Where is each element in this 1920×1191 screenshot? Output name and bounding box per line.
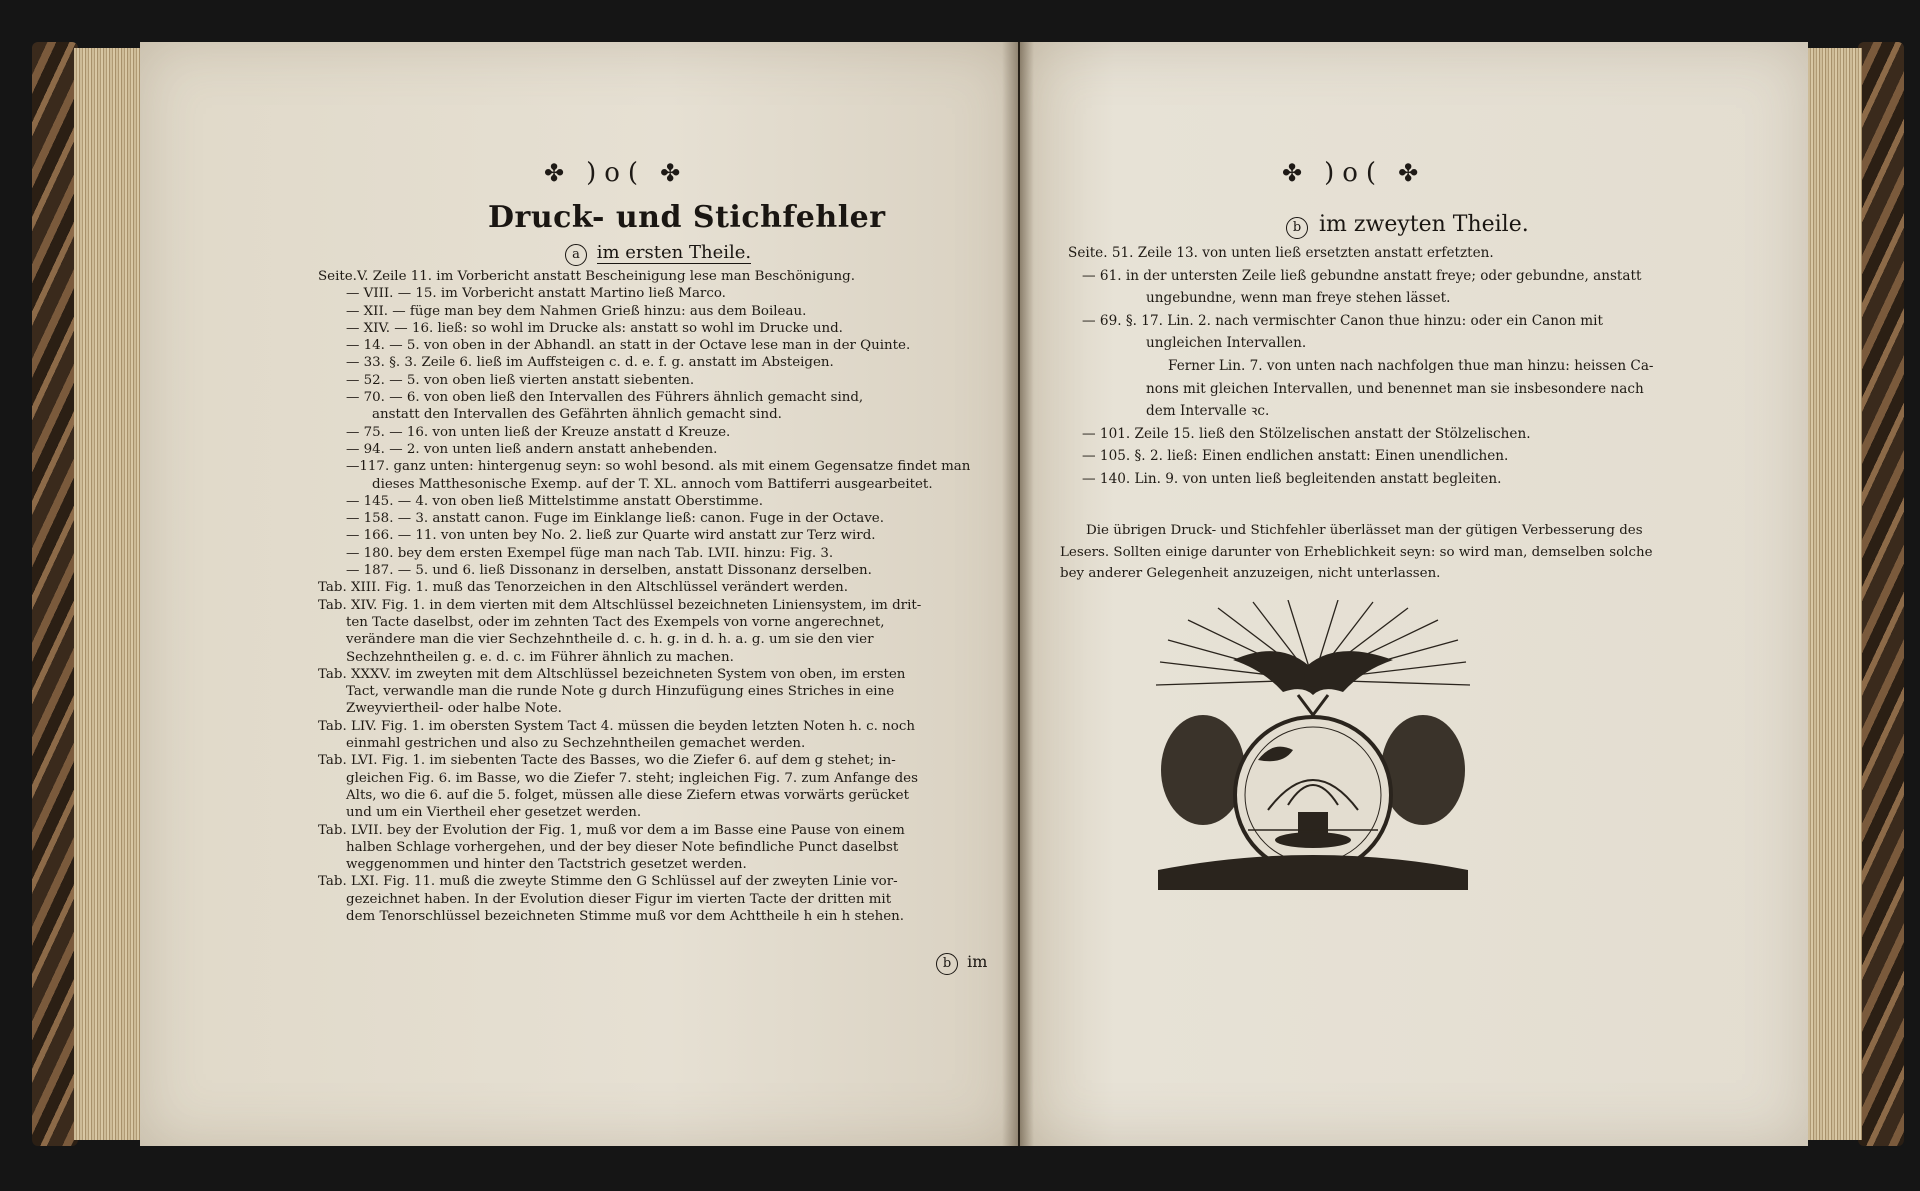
- section-mark: a: [565, 244, 587, 266]
- errata-line: — 166. — 11. von unten bey No. 2. ließ zur Quarte wird anstatt zur Terz wird.: [346, 528, 876, 544]
- paragraph-line: bey anderer Gelegenheit anzuzeigen, nicht unterlassen.: [1060, 566, 1441, 581]
- errata-line: Tab. LXI. Fig. 11. muß die zweyte Stimme den G Schlüssel auf der zweyten Linie vor-: [318, 874, 898, 890]
- errata-line: — 14. — 5. von oben in der Abhandl. an statt in der Octave lese man in der Quinte.: [346, 338, 911, 354]
- errata-line: — 187. — 5. und 6. ließ Dissonanz in derselben, anstatt Dissonanz derselben.: [346, 563, 872, 579]
- errata-line: gezeichnet haben. In der Evolution dieser Figur im vierten Tacte der dritten mit: [346, 891, 892, 907]
- book-cover-right: [1858, 42, 1904, 1146]
- errata-line: Tab. LVI. Fig. 1. im siebenten Tacte des Basses, wo die Ziefer 6. auf dem g stehet; in-: [318, 753, 896, 769]
- ornament-center: )o(: [586, 158, 647, 188]
- page-title: Druck- und Stichfehler: [488, 200, 886, 235]
- errata-line: — 75. — 16. von unten ließ der Kreuze anstatt d Kreuze.: [346, 424, 731, 440]
- errata-line: halben Schlage vorhergehen, und der bey dieser Note befindliche Punct daselbst: [346, 839, 899, 855]
- flower-ornament-icon: ✤: [544, 159, 573, 187]
- section-heading: [1286, 212, 1529, 239]
- header-ornament: [1282, 158, 1426, 188]
- right-page: [1020, 42, 1808, 1146]
- errata-line: anstatt den Intervallen des Gefährten ähnlich gemacht sind.: [372, 407, 782, 423]
- section-heading-text: im zweyten Theile.: [1319, 212, 1529, 237]
- errata-line: — 180. bey dem ersten Exempel füge man nach Tab. LVII. hinzu: Fig. 3.: [346, 545, 834, 561]
- catchword: [936, 952, 987, 975]
- errata-line: Ferner Lin. 7. von unten nach nachfolgen thue man hinzu: heissen Ca-: [1168, 357, 1654, 374]
- paragraph-line: Lesers. Sollten einige darunter von Erheblichkeit seyn: so wird man, demselben solche: [1060, 544, 1653, 560]
- eagle-fountain-vignette-icon: [1148, 600, 1478, 900]
- errata-line: einmahl gestrichen und also zu Sechzehntheilen gemachet werden.: [346, 736, 806, 752]
- errata-line: Seite. 51. Zeile 13. von unten ließ ersetzten anstatt erfetzten.: [1068, 245, 1494, 261]
- errata-line: — 33. §. 3. Zeile 6. ließ im Auffsteigen c. d. e. f. g. anstatt im Absteigen.: [346, 355, 834, 371]
- book-gutter: [1002, 42, 1034, 1146]
- errata-line: Seite.V. Zeile 11. im Vorbericht anstatt Bescheinigung lese man Beschönigung.: [318, 269, 855, 284]
- flower-ornament-icon: ✤: [1398, 159, 1427, 187]
- errata-line: dem Intervalle ꝛc.: [1146, 403, 1270, 420]
- catchword-text: im: [967, 952, 988, 971]
- errata-line: — XII. — füge man bey dem Nahmen Grieß hinzu: aus dem Boileau.: [346, 303, 807, 319]
- errata-line: — 101. Zeile 15. ließ den Stölzelischen anstatt der Stölzelischen.: [1082, 425, 1531, 442]
- errata-line: dem Tenorschlüssel bezeichneten Stimme muß vor dem Achttheile h ein h stehen.: [346, 908, 905, 924]
- errata-line: — 70. — 6. von oben ließ den Intervallen des Führers ähnlich gemacht sind,: [346, 390, 864, 406]
- errata-list-second-part: [1068, 242, 1654, 491]
- errata-line: nons mit gleichen Intervallen, und benennet man sie insbesondere nach: [1146, 380, 1644, 397]
- errata-line: — 52. — 5. von oben ließ vierten anstatt siebenten.: [346, 372, 695, 388]
- errata-line: ungleichen Intervallen.: [1146, 335, 1307, 352]
- errata-line: — 105. §. 2. ließ: Einen endlichen anstatt: Einen unendlichen.: [1082, 448, 1509, 465]
- errata-line: gleichen Fig. 6. im Basse, wo die Ziefer 7. steht; ingleichen Fig. 7. zum Anfange des: [346, 770, 918, 786]
- errata-line: — 61. in der untersten Zeile ließ gebundne anstatt freye; oder gebundne, anstatt: [1082, 267, 1642, 284]
- errata-line: Tab. XIII. Fig. 1. muß das Tenorzeichen in den Altschlüssel verändert werden.: [318, 580, 849, 596]
- left-page: [140, 42, 1018, 1146]
- errata-line: —117. ganz unten: hintergenug seyn: so wohl besond. als mit einem Gegensatze findet man: [346, 459, 971, 475]
- catchword-mark: b: [936, 953, 958, 975]
- errata-line: — VIII. — 15. im Vorbericht anstatt Martino ließ Marco.: [346, 286, 726, 302]
- flower-ornament-icon: ✤: [1282, 159, 1311, 187]
- section-mark: b: [1286, 217, 1308, 239]
- section-heading: [565, 242, 751, 266]
- flower-ornament-icon: ✤: [660, 159, 689, 187]
- errata-line: Tab. XXXV. im zweyten mit dem Altschlüssel bezeichneten System von oben, im ersten: [318, 666, 906, 682]
- errata-line: Tab. LVII. bey der Evolution der Fig. 1, muß vor dem a im Basse eine Pause von einem: [318, 822, 905, 838]
- errata-line: — XIV. — 16. ließ: so wohl im Drucke als: anstatt so wohl im Drucke und.: [346, 320, 843, 336]
- header-ornament: [544, 158, 688, 188]
- errata-line: ungebundne, wenn man freye stehen lässet.: [1146, 290, 1451, 307]
- open-book: [32, 34, 1904, 1154]
- errata-line: Zweyviertheil- oder halbe Note.: [346, 701, 562, 717]
- errata-line: Tact, verwandle man die runde Note g durch Hinzufügung eines Striches in eine: [346, 684, 895, 700]
- errata-line: verändere man die vier Sechzehntheile d. c. h. g. in d. h. a. g. um sie den vier: [346, 632, 874, 648]
- errata-line: Sechzehntheilen g. e. d. c. im Führer ähnlich zu machen.: [346, 649, 734, 665]
- errata-line: ten Tacte daselbst, oder im zehnten Tact des Exempels von vorne angerechnet,: [346, 614, 885, 630]
- errata-line: Tab. LIV. Fig. 1. im obersten System Tact 4. müssen die beyden letzten Noten h. c. noch: [318, 718, 915, 734]
- errata-line: Alts, wo die 6. auf die 5. folget, müssen alle diese Ziefern etwas vorwärts gerücket: [346, 787, 909, 803]
- errata-line: — 69. §. 17. Lin. 2. nach vermischter Canon thue hinzu: oder ein Canon mit: [1082, 312, 1603, 329]
- errata-line: — 158. — 3. anstatt canon. Fuge im Einklange ließ: canon. Fuge in der Octave.: [346, 511, 884, 527]
- section-heading-text: im ersten Theile.: [596, 242, 752, 263]
- errata-line: weggenommen und hinter den Tactstrich gesetzet werden.: [346, 857, 747, 873]
- page-edges-left: [74, 48, 146, 1140]
- book-cover-left: [32, 42, 78, 1146]
- paragraph-line: Die übrigen Druck- und Stichfehler überlässet man der gütigen Verbesserung des: [1086, 523, 1643, 538]
- errata-list-first-part: [318, 268, 970, 925]
- ornament-center: )o(: [1324, 158, 1385, 188]
- errata-line: — 145. — 4. von oben ließ Mittelstimme anstatt Oberstimme.: [346, 493, 763, 509]
- errata-line: — 94. — 2. von unten ließ andern anstatt anhebenden.: [346, 441, 718, 457]
- errata-line: Tab. XIV. Fig. 1. in dem vierten mit dem Altschlüssel bezeichneten Liniensystem, im drit-: [318, 597, 922, 613]
- errata-line: — 140. Lin. 9. von unten ließ begleitenden anstatt begleiten.: [1082, 470, 1502, 487]
- errata-line: und um ein Viertheil eher gesetzet werden.: [346, 805, 642, 821]
- errata-line: dieses Matthesonische Exemp. auf der T. XL. annoch vom Battiferri ausgearbeitet.: [372, 476, 933, 492]
- closing-paragraph: [1060, 520, 1653, 585]
